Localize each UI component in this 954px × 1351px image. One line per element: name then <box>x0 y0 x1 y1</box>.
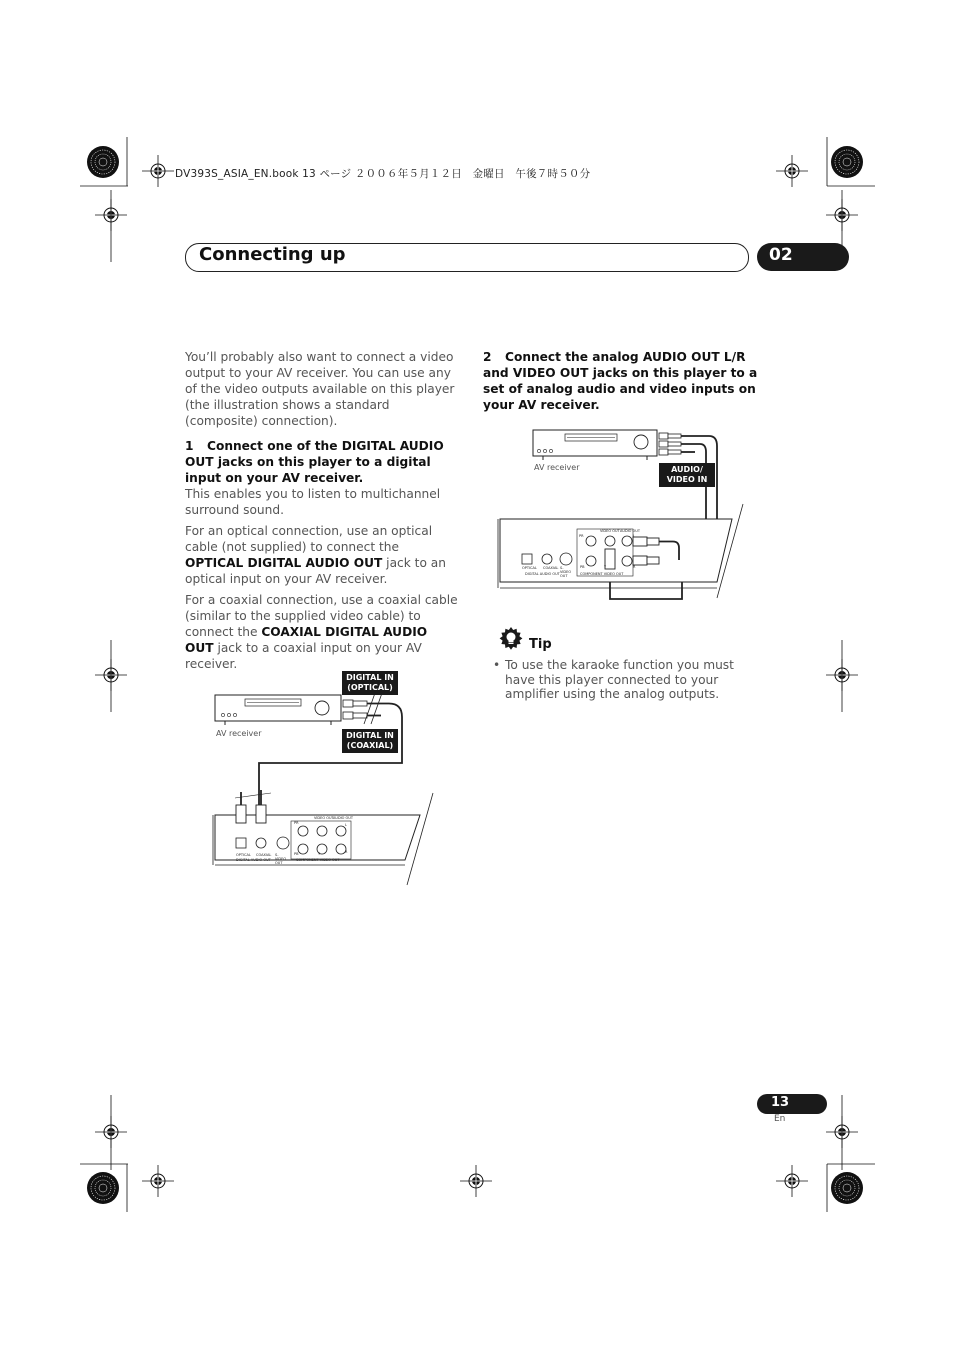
fig1-label-svideo: S-VIDEO OUT <box>275 853 287 865</box>
tip-text: To use the karaoke function you must have this player connected to your amplifier using the analog outputs. <box>505 658 734 701</box>
fig2-label-audio-out: AUDIO OUT <box>620 529 641 533</box>
optical-paragraph <box>185 523 459 587</box>
step2-text: Connect the analog AUDIO OUT L/R and VIDEO OUT jacks on this player to a set of analog audio and video inputs on your AV receiver. <box>483 350 758 412</box>
coaxial-text-post: jack to a coaxial input on your AV receiver. <box>185 641 422 671</box>
optical-text-post: jack to an optical input on your AV receiver. <box>185 556 446 586</box>
tip-label: Tip <box>529 637 552 652</box>
fig1-label-optical: OPTICAL <box>236 853 251 857</box>
fig2-label-component: COMPONENT VIDEO OUT <box>580 572 624 576</box>
fig1-label-pr: PR <box>294 821 299 825</box>
fig1-label-r: R <box>345 850 348 854</box>
fig2-label-pb: PB <box>580 565 585 569</box>
book-info: DV393S_ASIA_EN.book 13 ページ ２００６年５月１２日 金曜日 午後７時５０分 <box>175 168 591 180</box>
page-number: 13 <box>771 1095 790 1110</box>
right-column <box>483 349 759 413</box>
fig1-label-l: L <box>345 823 347 827</box>
fig2-label-optical: OPTICAL <box>522 566 537 570</box>
tip-item <box>493 658 761 702</box>
left-column <box>185 349 459 677</box>
fig1-label-audio-out: AUDIO OUT <box>333 816 354 820</box>
fig1-receiver-caption: AV receiver <box>216 729 262 738</box>
coaxial-text-pre: For a coaxial connection, use a coaxial cable (similar to the supplied video cable) to connect the <box>185 593 458 639</box>
fig1-label-coaxial: COAXIAL <box>256 853 272 857</box>
fig1-label-video-out: VIDEO OUT <box>314 816 334 820</box>
tip-lightbulb-icon <box>497 625 525 653</box>
tip-bullet: • <box>493 658 501 672</box>
fig2-label-coaxial: COAXIAL <box>543 566 559 570</box>
fig1-label-pb: PB <box>294 852 299 856</box>
step2-heading <box>483 349 759 413</box>
step1-description: This enables you to listen to multichannel surround sound. <box>185 487 441 517</box>
fig2-label-video-out: VIDEO OUT <box>600 529 620 533</box>
optical-text-pre: For an optical connection, use an optical cable (not supplied) to connect the <box>185 524 433 554</box>
optical-jack-name: OPTICAL DIGITAL AUDIO OUT <box>185 556 383 570</box>
coaxial-jack-name: COAXIAL DIGITAL AUDIO OUT <box>185 625 428 655</box>
fig2-label-pr: PR <box>579 534 584 538</box>
fig1-label-digital-audio-out: DIGITAL AUDIO OUT <box>236 858 271 862</box>
fig1-tag-optical: DIGITAL IN (OPTICAL) <box>342 671 398 695</box>
step1-text: Connect one of the DIGITAL AUDIO OUT jacks on this player to a digital input on your AV receiver. <box>185 439 444 485</box>
fig1-label-y: Y <box>318 852 321 856</box>
fig2-receiver-caption: AV receiver <box>534 463 580 472</box>
figure-analog-connection <box>495 422 745 607</box>
fig2-label-digital-audio-out: DIGITAL AUDIO OUT <box>525 572 560 576</box>
fig2-label-svideo: S-VIDEO OUT <box>560 566 572 578</box>
fig2-label-l: L <box>633 534 635 538</box>
fig1-label-component: COMPONENT VIDEO OUT <box>296 858 340 862</box>
fig2-label-y: Y <box>604 565 607 569</box>
step2-number: 2 <box>483 350 492 364</box>
chapter-number: 02 <box>769 245 793 265</box>
page-language: En <box>774 1114 786 1124</box>
page-number-badge <box>757 1094 827 1114</box>
step1-number: 1 <box>185 439 194 453</box>
fig2-label-r: R <box>633 565 636 569</box>
coaxial-paragraph <box>185 592 459 672</box>
fig1-tag-coaxial: DIGITAL IN (COAXIAL) <box>342 729 398 753</box>
fig2-tag-audio-video-in: AUDIO/ VIDEO IN <box>659 463 715 487</box>
intro-paragraph: You’ll probably also want to connect a video output to your AV receiver. You can use any of the video outputs available on this player (the illustration shows a standard (composite) connection). <box>185 350 455 428</box>
section-title: Connecting up <box>199 244 346 265</box>
step1-heading <box>185 438 459 486</box>
